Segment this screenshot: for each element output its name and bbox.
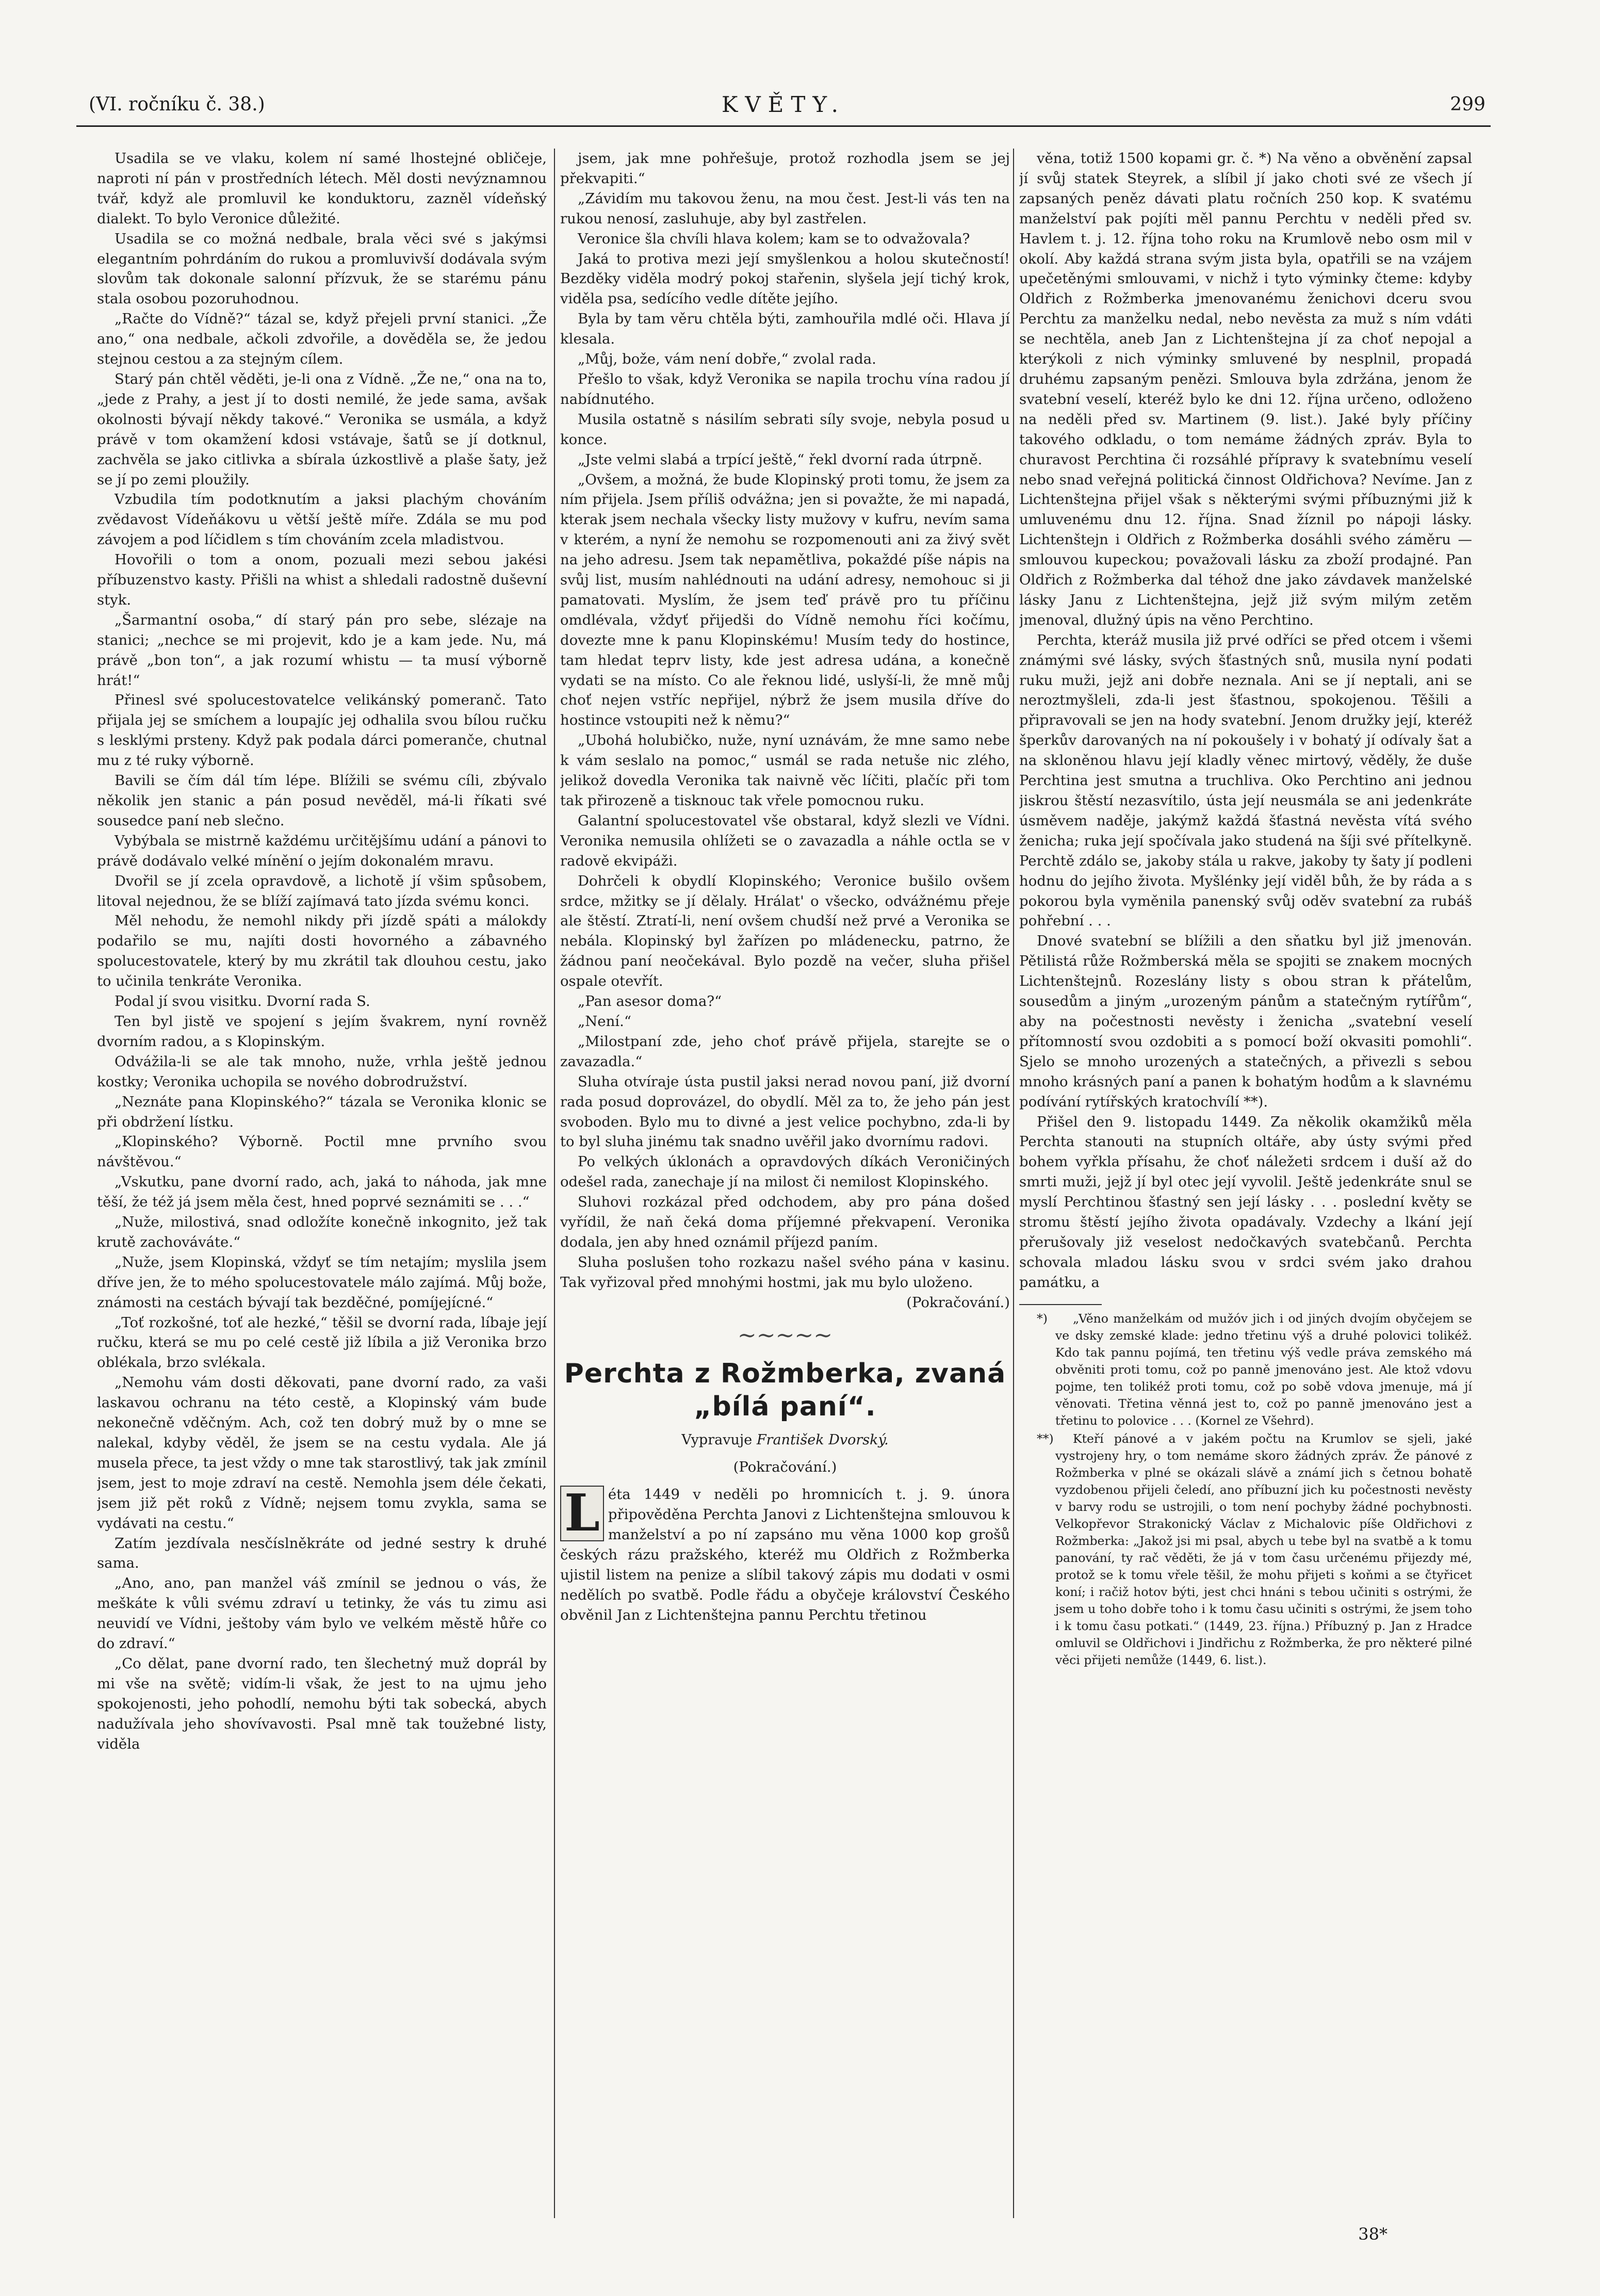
page [76, 72, 1491, 2249]
byline-prefix: Vypravuje [681, 1431, 753, 1448]
paragraph: „Klopinského? Výborně. Poctil mne prvního svou návštěvou.“ [97, 1133, 547, 1170]
footnote [1019, 1310, 1472, 1429]
article-first-paragraph [560, 1485, 1010, 1625]
page-number: 299 [1450, 94, 1485, 115]
paragraph: Vzbudila tím podotknutím a jaksi plachým chováním zvědavost Vídeňákovu u větší ještě míře. Zdála se mu pod závojem a pod líčidlem s tím chováním zcela mladistvou. [97, 491, 547, 548]
paragraph: „Vskutku, pane dvorní rado, ach, jaká to náhoda, jak mne těší, že též já jsem měla čest, hned poprvé seznámiti se . . .“ [97, 1174, 547, 1211]
paragraph: „Můj, bože, vám není dobře,“ zvolal rada. [578, 351, 876, 368]
paragraph: „Nuže, milostivá, snad odložíte konečně inkognito, jež tak krutě zachováváte.“ [97, 1214, 547, 1250]
column-2 [560, 149, 1010, 2249]
paragraph: „Ovšem, a možná, že bude Klopinský proti tomu, že jsem za ním přijela. Jsem příliš odvážna; jen si považte, že mi napadá, kterak jsem nechala všecky listy mužovy v kufru, nevím sama v kterém, a nyní že nemohu se rozpomenouti ani za živý svět na jeho adresu. Jsem tak nepamětliva, pokaždé píše nápis na svůj list, musím nahlédnouti na udání adresy, nemohouc si ji pamatovati. Myslím, že jsem teď právě pro tu příčinu omdlévala, vždyť přijedši do Vídně nemohu říci kočímu, dovezte mne k panu Klopinskému! Musím tedy do hostince, tam hledat teprv listy, kde jest adresa udána, a konečně vydati se na místo. Co ale řeknou lidé, uslyší-li, že mně můj choť nejen vstříc nepřijel, nýbrž že jsem musila dříve do hostince vstoupiti než k němu?“ [560, 471, 1010, 729]
paragraph: Po velkých úklonách a opravdových díkách Veroničiných odešel rada, zanechaje jí na milost či nemilost Klopinského. [560, 1153, 1010, 1191]
paragraph: Sluhovi rozkázal před odchodem, aby pro pána došed vyřídil, že naň čeká doma příjemné překvapení. Veronika dodala, jen aby hned oznámil příjezd paním. [560, 1194, 1010, 1250]
paragraph: Galantní spolucestovatel vše obstaral, když slezli ve Vídni. Veronika nemusila ohlížeti se o zavazadla a náhle octla se v radově ekvipáži. [560, 812, 1010, 869]
paragraph: Bavili se čím dál tím lépe. Blížili se svému cíli, zbývalo několik jen stanic a pán posud nevěděl, má-li říkati své sousedce paní neb slečno. [97, 772, 547, 829]
paragraph: „Račte do Vídně?“ tázal se, když přejeli první stanici. „Že ano,“ ona nedbale, ačkoli zdvořile, a dověděla se, že jedou stejnou cestou a za stejným cílem. [97, 311, 547, 368]
paragraph: „Neznáte pana Klopinského?“ tázala se Veronika klonic se při obdržení lístku. [97, 1093, 547, 1130]
paragraph: Perchta, kteráž musila již prvé odříci se před otcem i všemi známými své lásky, svých šťastných snů, musila nyní podati ruku muži, jejž ani dobře neznala. Ani se jí neptali, ani se neroztmyšleli, zda-li jest šťastnou, spokojenou. Těšili a připravovali se jen na hody svatební. Jenom družky její, kteréž šperkův darovaných na ní pokoušely i v bohatý jí odívaly šat a na skloněnou hlavu její kladly věnec mirtový, věděly, že duše Perchtina jest smutna a truchliva. Oko Perchtino ani jednou jiskrou štěstí nezasvítilo, ústa její neusmála se ani jedenkráte úsměvem naděje, jakýmž každá šťastná nevěsta vítá svého ženicha; ruka její spočívala jako studená na šíji své přítelkyně. Perchtě zdálo se, jakoby stála u rakve, jakoby ty šaty jí podleni hodnu do jejího života. Myšlénky její viděl bůh, že by ráda a s pokorou byla vyměnila panenský svůj oděv svatební za rubáš pohřební . . . [1019, 631, 1472, 930]
continuation-note: (Pokračování.) [906, 1294, 1010, 1311]
column-3 [1019, 149, 1472, 2249]
paragraph: Přišel den 9. listopadu 1449. Za několik okamžiků měla Perchta stanouti na stupních oltáře, aby ústy svými před bohem vyřkla přísahu, že choť náležeti srdcem i duší až do smrti muži, jejž jí byl otec její vyvolil. Ještě jedenkráte snul se myslí Perchtinou šťastný sen její lásky . . . poslední květy se stromu štěstí jejího života opadávaly. Vzdechy a lkání její přerušovaly již veselost nedočkavých svatebčanů. Perchta schovala mladou lásku svou v srdci svém jako drahou památku, a [1019, 1113, 1472, 1291]
paragraph: „Co dělat, pane dvorní rado, ten šlechetný muž doprál by mi vše na světě; vidím-li však, že jest to na ujmu jeho spokojenosti, jeho pohodlí, nemohu býti tak sobecká, abych nadužívala jeho shovívavosti. Psal mně tak toužebné listy, viděla [97, 1655, 547, 1752]
paragraph: „Závidím mu takovou ženu, na mou čest. Jest-li vás ten na rukou nenosí, zasluhuje, aby byl zastřelen. [560, 190, 1010, 227]
signature-mark: 38* [1358, 2224, 1387, 2244]
column-divider [1013, 149, 1014, 2218]
volume-label: (VI. ročníku č. 38.) [89, 94, 265, 115]
paragraph: Dvořil se jí zcela opravdově, a lichotě jí všim spůsobem, litoval nejednou, že se blíží zajímavá tato jízda svému konci. [97, 872, 547, 909]
paragraph: Přinesl své spolucestovatelce velikánský pomeranč. Tato přijala jej se smíchem a loupajíc jej odhalila svou bílou ručku s lesklými prsteny. Když pak podala dárci pomeranče, chutnal mu z té ruky výborně. [97, 692, 547, 769]
paragraph: „Ubohá holubičko, nuže, nyní uznávám, že mne samo nebe k vám seslalo na pomoc,“ usmál se rada netuše nic zlého, jelikož dovedla Veronika tak naivně věc líčiti, plačíc při tom tak přirozeně a tisknouc tak vřele pomocnou ruku. [560, 732, 1010, 809]
paragraph: Jaká to protiva mezi její smyšlenkou a holou skutečností! Bezděky viděla modrý pokoj stařenin, slyšela její tichý krok, viděla psa, sedícího vedle dítěte jejího. [560, 250, 1010, 307]
section-ornament: ~~~~~ [737, 1322, 833, 1348]
paragraph: věna, totiž 1500 kopami gr. č. *) Na věno a obvěnění zapsal jí svůj statek Steyrek, a slíbil jí jako choti své ze všech jí zapsaných peněz dávati platu ročních 250 kop. K svatému manželství pak pojíti měl pannu Perchtu v neděli před sv. Havlem t. j. 12. října toho roku na Krumlově nebo osm mil v okolí. Aby každá strana svým jista byla, opatřili se na vzájem upečetěnými smlouvami, v nichž i tyto výminky čteme: kdyby Oldřich z Rožmberka jmenovanému ženichovi dceru svou Perchtu za manželku nedal, nebo nevěsta za muž s ním vdáti se nechtěla, aneb Jan z Lichtenštejna jí za choť nepojal a kterýkoli z nich výminky smluvené by nesplnil, propadá druhému zapsaným penězi. Smlouva byla zdržána, jenom že svatební veselí, kteréž bylo ke dni 12. října určeno, odloženo na neděli před sv. Martinem (9. list.). Jaké byly příčiny takového odkladu, o tom nemáme žádných zpráv. Byla to churavost Perchtina či rozsáhlé přípravy k svatebnímu veselí nebo snad veřejná politická činnost Oldřichova? Nevíme. Jan z Lichtenštejna přijel však s některými svými příbuznými již k umluvenému dnu 12. října. Snad žíznil po nápoji lásky. Lichtenštejn i Oldřich z Rožmberka dosáhli svého záměru — smlouvou kupeckou; považovali lásku za zboží prodajné. Pan Oldřich z Rožmberka dal téhož dne jako závdavek manželské lásky Janu z Lichtenštejna, jejž již svým milým zetěm jmenoval, dlužný úpis na věno Perchtino. [1019, 150, 1472, 628]
paragraph: Podal jí svou visitku. Dvorní rada S. [115, 993, 370, 1010]
paragraph: Starý pán chtěl věděti, je-li ona z Vídně. „Že ne,“ ona na to, „jede z Prahy, a jest jí to dosti nemilé, že jede sama, avšak okolnosti bývají někdy takové.“ Veronika se usmála, a když právě v tom okamžení kdosi vstávaje, šatů se jí dotknul, zachvěla se jako citlivka a sbírala úzkostlivě a plaše šaty, jež se jí po zemi ploužily. [97, 370, 547, 488]
paragraph: Přešlo to však, když Veronika se napila trochu vína radou jí nabídnutého. [560, 370, 1010, 408]
paragraph: „Toť rozkošné, toť ale hezké,“ těšil se dvorní rada, líbaje její ručku, která se mu po celé cestě již líbila a již Veronika brzo oblékala, brzo svlékala. [97, 1314, 547, 1371]
paragraph: Usadila se co možná nedbale, brala věci své s jakýmsi elegantním pohrdáním do rukou a promluvivší dodávala svým slovům tak dokonale salonní přízvuk, že se starému pánu stala osobou pozoruhodnou. [97, 230, 547, 307]
footnote-text: Kteří pánové a v jakém počtu na Krumlov se sjeli, jaké vystrojeny hry, o tom nemáme skoro žádných zpráv. Že pánové z Rožmberka v plné se okázali slávě a známí jich s četnou bohatě vyzdobenou přijeli čeledí, ano příbuzní jich ku počestnosti nevěsty v barvy rodu se ustrojili, o tom není pochyby žádné pochybnosti. Velkopřevor Strakonický Václav z Michalovic píše Oldřichovi z Rožmberka: „Jakož jsi mi psal, abych u tebe byl na svatbě a k tomu panování, ty rač věděti, že já v tom času určenému přijezdy mé, protož se k tomu vřele těšil, že mohu přijeti s koňmi a se čtyřicet koní; i račiž hotov býti, jest chci hnáni s tebou učiniti s ostrými, že jsem u toho dobře toho i k tomu času učiniti s ostrými, že jsem toho i k tomu času potkati.“ (1449, 23. října.) Příbuzný p. Jan z Hradce omluvil se Oldřichovi i Jindřichu z Rožmberka, že pro některé pilné věci přijeti nemůže (1449, 6. list.). [1055, 1431, 1472, 1667]
paragraph: Měl nehodu, že nemohl nikdy při jízdě spáti a málokdy podařilo se mu, najíti dosti hovorného a zábavného spolucestovatele, který by mu zkrátil tak dlouhou cestu, jako to učinila tenkráte Veronika. [97, 913, 547, 990]
column-1 [97, 149, 547, 2249]
paragraph: „Šarmantní osoba,“ dí starý pán pro sebe, slézaje na stanici; „nechce se mi projevit, kdo je a kam jede. Nu, má právě „bon ton“, a jak rozumí whistu — ta musí výborně hrát!“ [97, 611, 547, 689]
column-divider [554, 149, 555, 2218]
paragraph: „Není.“ [578, 1013, 631, 1030]
article-continuation: (Pokračování.) [733, 1459, 837, 1476]
paragraph: Veronice šla chvíli hlava kolem; kam se to odvažovala? [578, 230, 970, 247]
paragraph: Ten byl jistě ve spojení s jejím švakrem, nyní rovněž dvorním radou, a s Klopinským. [97, 1013, 547, 1050]
paragraph: „Nemohu vám dosti děkovati, pane dvorní rado, za vaši laskavou ochranu na této cestě, a Klopinský vám bude nekonečně vděčným. Ach, což ten dobrý muž by o mne se nalekal, kdyby věděl, že jsem se na cestu vydala. Ale já musela přece, ta jest vždy o mne tak starostlivý, tak jak zmínil jsem, jest to moje zdraví na cestě. Nemohla jsem déle čekati, jsem již pět roků z Vídně; nejsem tomu zvykla, sama se vydávati na cestu.“ [97, 1374, 547, 1532]
paragraph: Hovořili o tom a onom, pozuali mezi sebou jakési příbuzenstvo kasty. Přišli na whist a shledali radostně duševní styk. [97, 551, 547, 608]
paragraph: Usadila se ve vlaku, kolem ní samé lhostejné obličeje, naproti ní pán v prostředních létech. Měl dosti nevýznamnou tvář, když ale promluvil ke konduktoru, zazněl vídeňský dialekt. To bylo Veronice důležité. [97, 150, 547, 227]
byline [560, 1430, 1010, 1451]
running-header [76, 88, 1491, 124]
paragraph: Dnové svatební se blížili a den sňatku byl již jmenován. Pětilistá růže Rožmberská měla se spojiti se znakem mocných Lichtenštejnů. Rozeslány listy s obou stran k přátelům, sousedům a jiným „urozeným pánům a statečným rytířům“, aby na počestnosti nevěsty i ženicha „svatební veselí přítomností svou ozdobiti a s pomocí boží okvasiti pomohli“. Sjelo se mnoho urozených a statečných, a přivezli s sebou mnoho krásných paní a panen k bohatým hodům a k slavnému podívání rytířských kratochvílí **). [1019, 933, 1472, 1110]
paragraph: „Nuže, jsem Klopinská, vždyť se tím netajím; myslila jsem dříve jen, že to mého spolucestovatele málo zajímá. Můj bože, známosti na cestách bývají tak bezděčné, pomíjejícné.“ [97, 1253, 547, 1311]
first-paragraph-text: éta 1449 v neděli po hromnicích t. j. 9. února připověděna Perchta Janovi z Lichtenštejna smlouvou k manželství a po ní zapsáno mu věna 1000 kop grošů českých rázu pražského, kteréž mu Oldřich z Rožmberka ujistil listem na penize a slíbil takový zápis mu dodati v osmi nedělích po svatbě. Podle řádu a obyčeje království Českého obvěnil Jan z Lichtenštejna pannu Perchtu třetinou [560, 1486, 1010, 1623]
paragraph: Zatím jezdívala nesčíslněkráte od jedné sestry k druhé sama. [97, 1535, 547, 1572]
paragraph: Sluha poslušen toho rozkazu našel svého pána v kasinu. Tak vyřizoval před mnohými hostmi, jak mu bylo uloženo. [560, 1253, 1010, 1291]
paragraph: „Jste velmi slabá a trpící ještě,“ řekl dvorní rada útrpně. [578, 451, 983, 468]
paragraph: „Ano, ano, pan manžel váš zmínil se jednou o vás, že meškáte k vůli svému zdraví u tetinky, že vás tu zimu asi neuvidí ve Vídni, ještoby vám bylo ve velkém městě hůře co do zdraví.“ [97, 1575, 547, 1652]
paragraph: „Pan asesor doma?“ [578, 993, 722, 1010]
footnote-mark: *) [1037, 1311, 1048, 1326]
paragraph: jsem, jak mne pohřešuje, protož rozhodla jsem se jej překvapiti.“ [560, 150, 1010, 187]
paragraph: Dohrčeli k obydlí Klopinského; Veronice bušilo ovšem srdce, mžitky se jí dělaly. Hrálat' o všecko, odvážnému přeje ale štěstí. Ztratí-li, není ovšem chudší než prvé a Veronika se nebála. Klopinský byl žařízen po mládenecku, patrno, že žádnou paní neočekával. Bylo pozdě na večer, sluha přišel ospale otevřít. [560, 872, 1010, 990]
paragraph: Musila ostatně s násilím sebrati síly svoje, nebyla posud u konce. [560, 411, 1010, 448]
paragraph: „Milostpaní zde, jeho choť právě přijela, starejte se o zavazadla.“ [560, 1033, 1010, 1070]
paragraph: Sluha otvíraje ústa pustil jaksi nerad novou paní, již dvorní rada posud doprovázel, do obydlí. Měl za to, že jeho pán jest svoboden. Bylo mu to divné a jest velice pochybno, zda-li by to byl sluha jinému tak snadno uvěřil jako dvornímu radovi. [560, 1073, 1010, 1150]
footnote-text: „Věno manželkám od mužóv jich i od jiných dvojím obyčejem se ve dsky zemské klade: jedno třetinu výš a druhé polovici tolikéž. Kdo tak pannu pojímá, ten třetinu výš vedle práva zemského má obvěniti proti tomu, což po panně jmenováno jest. Ale ktož vdovu pojme, ten tolikéž proti tomu, což po sobě vdova jmenuje, má jí věnovati. Třetina věnná jest to, což po panně jmenováno jest a třetinu to polovice . . . (Kornel ze Všehrd). [1055, 1311, 1472, 1428]
header-rule [76, 125, 1491, 127]
footnote-mark: **) [1037, 1431, 1054, 1446]
author-name: František Dvorský. [756, 1431, 889, 1448]
paragraph: Byla by tam věru chtěla býti, zamhouřila mdlé oči. Hlava jí klesala. [560, 311, 1010, 348]
drop-cap: L [560, 1486, 604, 1541]
article-title: Perchta z Rožmberka, zvaná „bílá paní“. [564, 1358, 1006, 1422]
paragraph: Vybýbala se mistrně každému určitějšímu udání a pánovi to právě dodávalo velké mínění o jejím dokonalém mravu. [97, 832, 547, 869]
footnote [1019, 1430, 1472, 1669]
journal-title: KVĚTY. [721, 92, 846, 117]
paragraph: Odvážila-li se ale tak mnoho, nuže, vrhla ještě jednou kostky; Veronika uchopila se nového dobrodružství. [97, 1053, 547, 1090]
footnote-rule [1019, 1304, 1102, 1305]
